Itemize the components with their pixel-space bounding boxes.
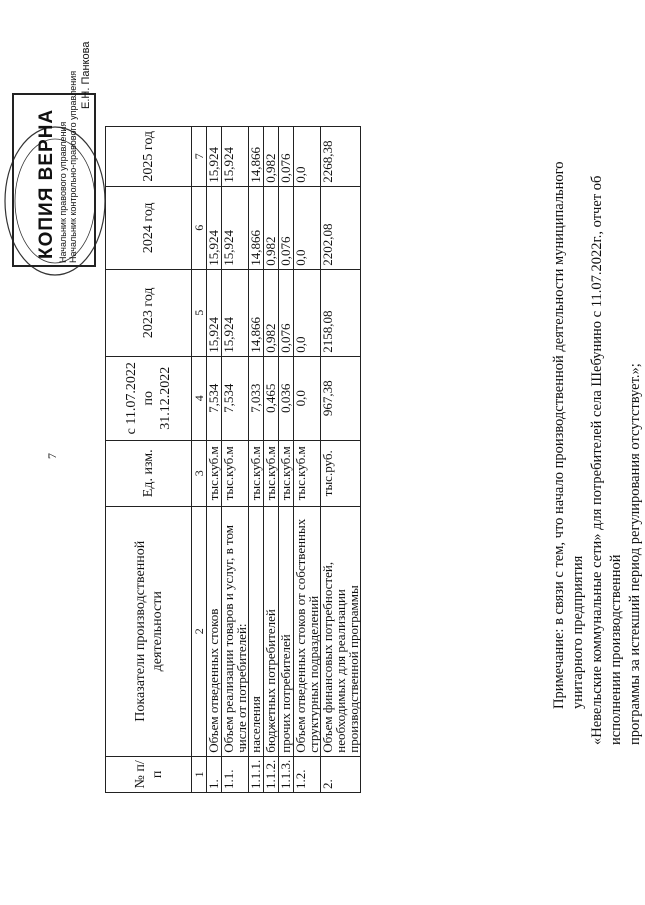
note-line: Примечание: в связи с тем, что начало производственной деятельности муниципального унитарного предприятия: [551, 161, 586, 709]
row-value-2022: 0,465: [264, 356, 279, 440]
row-value-2025: 0,076: [279, 126, 294, 186]
table-row: [222, 126, 249, 792]
row-value-2024: 0,076: [279, 186, 294, 269]
row-indicator: прочих потребителей: [279, 506, 294, 756]
row-value-2023: 0,076: [279, 269, 294, 356]
stamp-title: КОПИЯ ВЕРНА: [36, 108, 57, 259]
row-value-2022: 0,036: [279, 356, 294, 440]
row-value-2022: 7,033: [249, 356, 264, 440]
page-number: 7: [45, 453, 59, 459]
table-row: [264, 126, 279, 792]
table-header-row: [106, 126, 192, 792]
index-cell: 3: [192, 440, 207, 506]
index-cell: 6: [192, 186, 207, 269]
table-row: [294, 126, 321, 792]
row-value-2025: 15,924: [207, 126, 222, 186]
row-number: 1.: [207, 756, 222, 792]
row-value-2024: 0,982: [264, 186, 279, 269]
row-unit: тыс.руб.: [321, 440, 361, 506]
row-value-2025: 14,866: [249, 126, 264, 186]
row-value-2024: 0,0: [294, 186, 321, 269]
row-value-2025: 15,924: [222, 126, 249, 186]
row-indicator: населения: [249, 506, 264, 756]
note-line: «Невельские коммунальные сети» для потребителей села Шебунино с 11.07.2022г., отчет об исполнении производственной: [589, 175, 624, 745]
row-indicator: Объем финансовых потребностей, необходимых для реализации производственной программы: [321, 506, 361, 756]
table-row: [279, 126, 294, 792]
row-unit: тыс.куб.м: [294, 440, 321, 506]
row-indicator: Объем реализации товаров и услуг, в том числе от потребителей:: [222, 506, 249, 756]
table-row: [321, 126, 361, 792]
stamp-signatory-name: Е.Н. Панкова: [80, 41, 92, 109]
table-row: [207, 126, 222, 792]
row-value-2023: 0,982: [264, 269, 279, 356]
row-unit: тыс.куб.м: [207, 440, 222, 506]
row-value-2025: 2268,38: [321, 126, 361, 186]
row-unit: тыс.куб.м: [222, 440, 249, 506]
row-value-2024: 15,924: [207, 186, 222, 269]
index-cell: 7: [192, 126, 207, 186]
row-number: 1.1.3.: [279, 756, 294, 792]
stamp-position-line: Начальник правового управления: [58, 121, 68, 263]
row-value-2023: 2158,08: [321, 269, 361, 356]
row-number: 2.: [321, 756, 361, 792]
row-value-2022: 7,534: [207, 356, 222, 440]
row-value-2025: 0,0: [294, 126, 321, 186]
row-value-2024: 15,924: [222, 186, 249, 269]
index-cell: 1: [192, 756, 207, 792]
production-program-table: [105, 126, 361, 793]
note-line: программы за истекший период регулирования отсутствует.»;: [627, 363, 643, 745]
row-value-2023: 14,866: [249, 269, 264, 356]
header-number: № п/п: [106, 756, 192, 792]
index-cell: 2: [192, 506, 207, 756]
row-number: 1.1.: [222, 756, 249, 792]
row-unit: тыс.куб.м: [279, 440, 294, 506]
row-indicator: Объем отведенных стоков от собственных структурных подразделений: [294, 506, 321, 756]
header-period-2022: с 11.07.2022 по 31.12.2022: [106, 356, 192, 440]
row-value-2024: 14,866: [249, 186, 264, 269]
note-paragraph: [550, 105, 645, 745]
row-unit: тыс.куб.м: [264, 440, 279, 506]
row-value-2022: 7,534: [222, 356, 249, 440]
row-indicator: бюджетных потребителей: [264, 506, 279, 756]
index-cell: 4: [192, 356, 207, 440]
row-value-2025: 0,982: [264, 126, 279, 186]
certified-copy-stamp: [12, 19, 107, 267]
header-2023: 2023 год: [106, 269, 192, 356]
row-number: 1.2.: [294, 756, 321, 792]
row-value-2023: 15,924: [222, 269, 249, 356]
row-indicator: Объем отведенных стоков: [207, 506, 222, 756]
row-value-2022: 967,38: [321, 356, 361, 440]
row-number: 1.1.1.: [249, 756, 264, 792]
row-value-2022: 0,0: [294, 356, 321, 440]
row-value-2023: 0,0: [294, 269, 321, 356]
header-2025: 2025 год: [106, 126, 192, 186]
row-number: 1.1.2.: [264, 756, 279, 792]
row-value-2024: 2202,08: [321, 186, 361, 269]
header-2024: 2024 год: [106, 186, 192, 269]
table-index-row: [192, 126, 207, 792]
header-unit: Ед. изм.: [106, 440, 192, 506]
row-value-2023: 15,924: [207, 269, 222, 356]
table-row: [249, 126, 264, 792]
stamp-position-line: Начальник контрольно-правового управления: [68, 70, 78, 263]
index-cell: 5: [192, 269, 207, 356]
row-unit: тыс.куб.м: [249, 440, 264, 506]
header-indicator: Показатели производственной деятельности: [106, 506, 192, 756]
